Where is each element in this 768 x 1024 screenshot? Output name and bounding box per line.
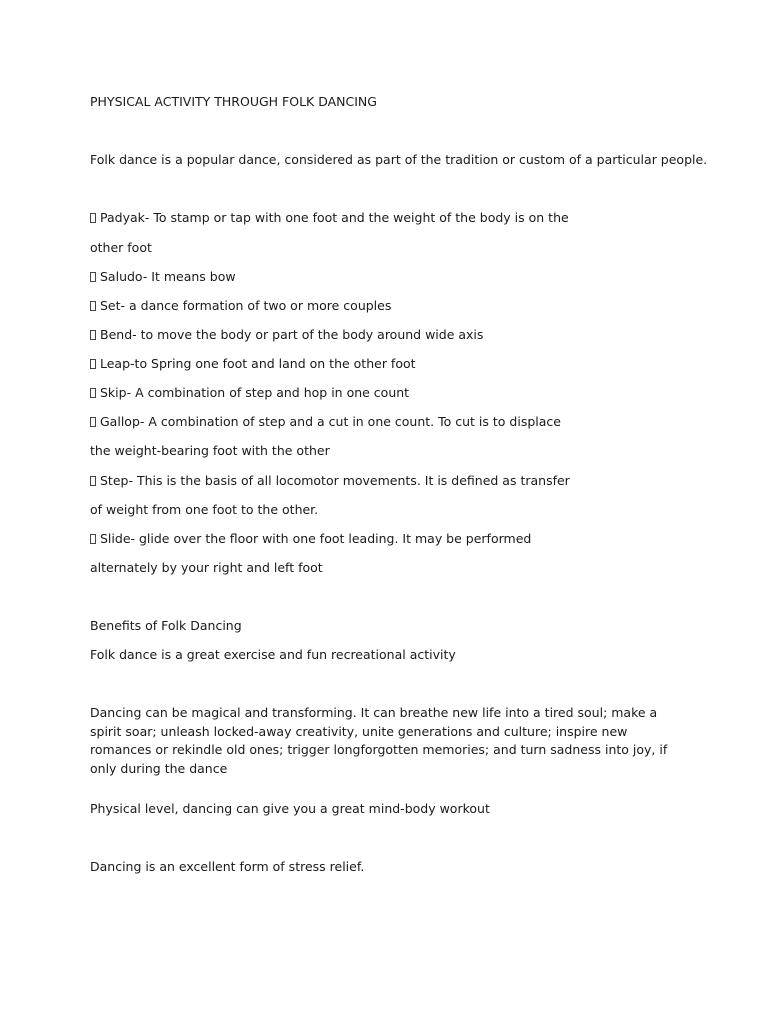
missing-glyph-box-icon [90, 213, 96, 223]
term-slide-continued: alternately by your right and left foot [90, 560, 323, 575]
document-title: PHYSICAL ACTIVITY THROUGH FOLK DANCING [90, 94, 377, 109]
term-gallop-continued: the weight-bearing foot with the other [90, 443, 330, 458]
term-saludo [90, 268, 236, 286]
missing-glyph-box-icon [90, 534, 96, 544]
intro-text: Folk dance is a popular dance, considered as part of the tradition or custom of a particular people. [90, 152, 708, 167]
term-step-text: Step- This is the basis of all locomotor movements. It is defined as transfer [100, 473, 570, 488]
stress-line: Dancing is an excellent form of stress relief. [90, 859, 365, 874]
missing-glyph-box-icon [90, 359, 96, 369]
term-step-continued: of weight from one foot to the other. [90, 502, 319, 517]
benefits-line: Folk dance is a great exercise and fun recreational activity [90, 647, 456, 662]
term-bend-text: Bend- to move the body or part of the body around wide axis [100, 327, 484, 342]
missing-glyph-box-icon [90, 301, 96, 311]
term-skip [90, 384, 409, 402]
magical-paragraph: Dancing can be magical and transforming. It can breathe new life into a tired soul; make a spirit soar; unleash locked-away creativity, unite generations and culture; inspire new romances or rekindle old ones; trigger longforgotten memories; and turn sadness into joy, if only during the dance [90, 705, 668, 776]
benefits-heading: Benefits of Folk Dancing [90, 618, 242, 633]
term-set-text: Set- a dance formation of two or more couples [100, 298, 392, 313]
missing-glyph-box-icon [90, 388, 96, 398]
term-padyak-text: Padyak- To stamp or tap with one foot and the weight of the body is on the [100, 210, 569, 225]
missing-glyph-box-icon [90, 476, 96, 486]
term-saludo-text: Saludo- It means bow [100, 269, 236, 284]
term-skip-text: Skip- A combination of step and hop in one count [100, 385, 410, 400]
term-slide [90, 530, 531, 548]
term-gallop [90, 413, 561, 431]
term-gallop-text: Gallop- A combination of step and a cut in one count. To cut is to displace [100, 414, 561, 429]
missing-glyph-box-icon [90, 417, 96, 427]
missing-glyph-box-icon [90, 330, 96, 340]
term-set [90, 297, 391, 315]
physical-line: Physical level, dancing can give you a great mind-body workout [90, 801, 490, 816]
term-slide-text: Slide- glide over the floor with one foot leading. It may be performed [100, 531, 532, 546]
term-padyak-continued: other foot [90, 240, 152, 255]
term-bend [90, 326, 483, 344]
term-leap-text: Leap-to Spring one foot and land on the other foot [100, 356, 416, 371]
missing-glyph-box-icon [90, 272, 96, 282]
term-step [90, 472, 570, 490]
term-padyak [90, 209, 569, 227]
term-leap [90, 355, 416, 373]
